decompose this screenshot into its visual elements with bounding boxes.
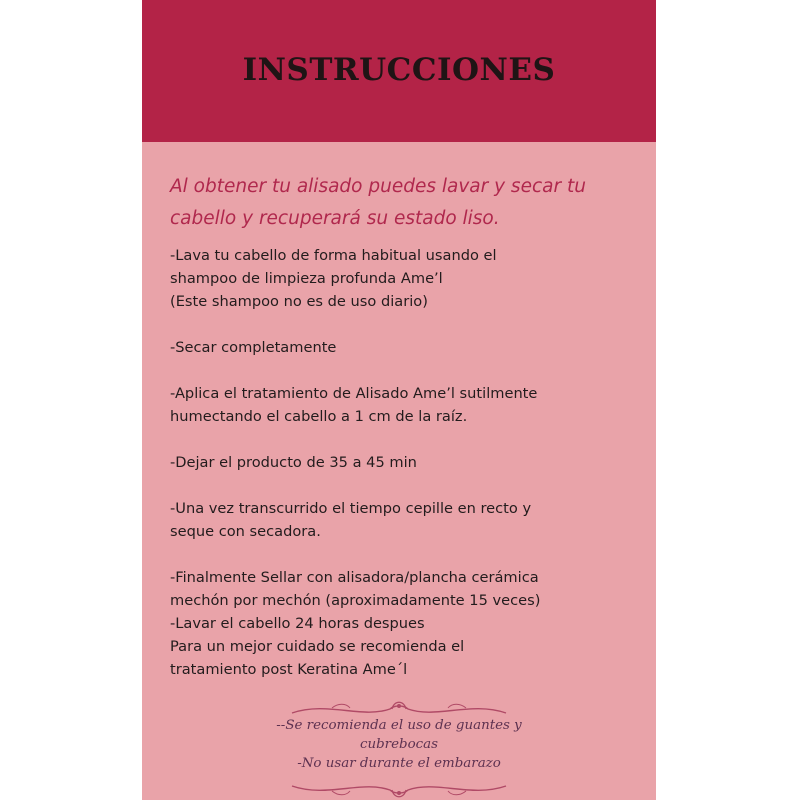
step-line: tratamiento post Keratina Ame´l [170, 661, 408, 678]
step-line: -Aplica el tratamiento de Alisado Ame’l sutilmente [170, 385, 538, 402]
page-title: INSTRUCCIONES [242, 52, 556, 88]
step-line: -Secar completamente [170, 339, 337, 356]
footer-line: -No usar durante el embarazo [297, 756, 501, 771]
step-line: -Dejar el producto de 35 a 45 min [170, 454, 417, 471]
step-line: humectando el cabello a 1 cm de la raíz. [170, 408, 468, 425]
spacer [170, 313, 640, 336]
intro-line: Al obtener tu alisado puedes lavar y secar tu [170, 176, 586, 197]
step-line: Para un mejor cuidado se recomienda el [170, 638, 465, 655]
footer-notes [242, 716, 556, 773]
flourish-ornament-bottom [142, 774, 656, 800]
spacer [170, 474, 640, 497]
intro-text [170, 171, 640, 235]
spacer [170, 359, 640, 382]
step-line: seque con secadora. [170, 523, 321, 540]
step-line: -Una vez transcurrido el tiempo cepille en recto y [170, 500, 532, 517]
step-line: (Este shampoo no es de uso diario) [170, 293, 428, 310]
intro-line: cabello y recuperará su estado liso. [170, 208, 500, 229]
step-line: -Lavar el cabello 24 horas despues [170, 615, 425, 632]
step-line: -Finalmente Sellar con alisadora/plancha cerámica [170, 569, 539, 586]
instruction-card [142, 0, 656, 800]
footer-line: --Se recomienda el uso de guantes y [276, 718, 522, 733]
header-banner [142, 0, 656, 142]
spacer [170, 428, 640, 451]
step-line: shampoo de limpieza profunda Ame’l [170, 270, 443, 287]
footer-line: cubrebocas [359, 737, 438, 752]
instructions-list [170, 244, 640, 681]
step-line: mechón por mechón (aproximadamente 15 veces) [170, 592, 541, 609]
step-line: -Lava tu cabello de forma habitual usando el [170, 247, 497, 264]
spacer [170, 543, 640, 566]
